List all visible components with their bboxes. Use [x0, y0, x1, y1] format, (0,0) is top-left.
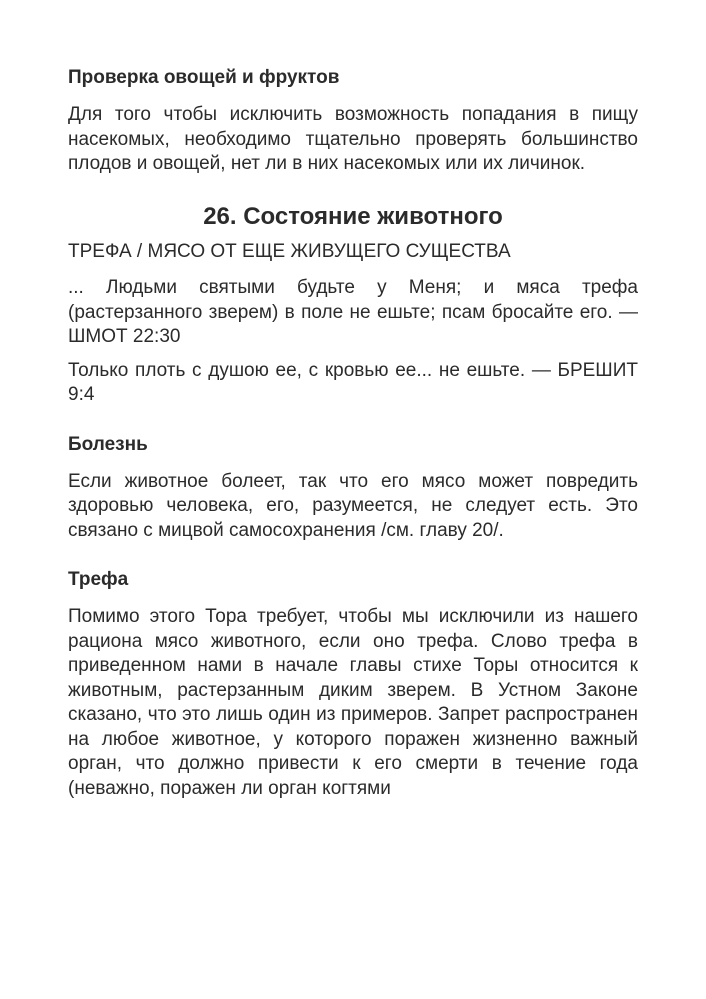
- quote-shmot: ... Людьми святыми будьте у Меня; и мяса трефа (растерзанного зверем) в поле не ешьте; псам бросайте его. — ШМОТ 22:30: [68, 277, 638, 347]
- section-heading-trefa: Трефа: [68, 569, 129, 590]
- page-content: [68, 64, 638, 801]
- chapter-subtitle: ТРЕФА / МЯСО ОТ ЕЩЕ ЖИВУЩЕГО СУЩЕСТВА: [68, 240, 511, 262]
- chapter-title: 26. Состояние животного: [203, 202, 503, 230]
- paragraph-produce-check: Для того чтобы исключить возможность попадания в пищу насекомых, необходимо тщательно проверять большинство плодов и овощей, нет ли в них насекомых или их личинок.: [68, 104, 638, 174]
- paragraph-illness: Если животное болеет, так что его мясо может повредить здоровью человека, его, разумеется, не следует есть. Это связано с мицвой самосохранения /см. главу 20/.: [68, 470, 638, 541]
- quote-breshit: Только плоть с душою ее, с кровью ее... не ешьте. — БРЕШИТ 9:4: [68, 359, 638, 405]
- section-heading-produce-check: Проверка овощей и фруктов: [68, 67, 340, 88]
- paragraph-trefa: Помимо этого Тора требует, чтобы мы исключили из нашего рациона мясо животного, если оно трефа. Слово трефа в приведенном нами в начале главы стихе Торы относится к животным, растерзанным диким зверем. В Устном Законе сказано, что это лишь один из примеров. Запрет распространен на любое животное, у которого поражен жизненно важный орган, что должно привести к его смерти в течение года (неважно, поражен ли орган когтями: [68, 606, 638, 799]
- section-heading-illness: Болезнь: [68, 433, 148, 455]
